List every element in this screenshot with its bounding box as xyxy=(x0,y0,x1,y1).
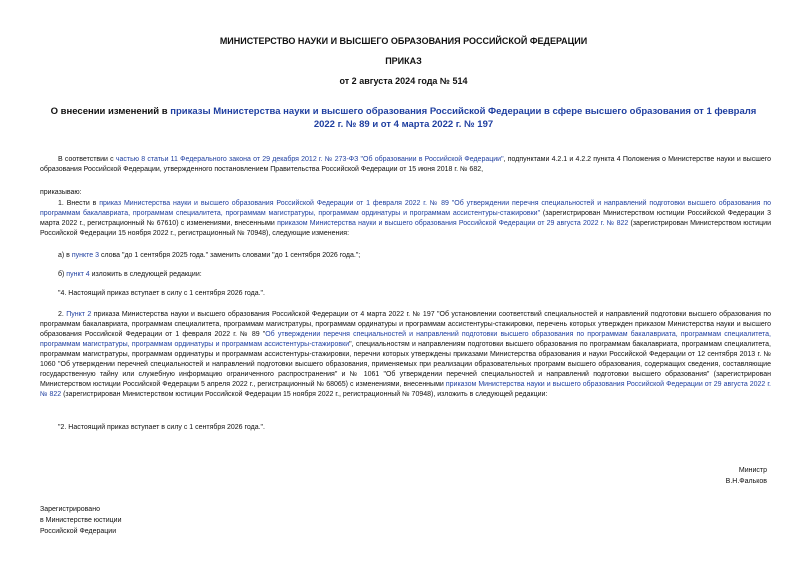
item-1-text-2: (зарегистрирован Министерством юстиции Российской Федерации 3 марта 2022 г., регистрационный № 67610) с изменениями, внесенными xyxy=(40,210,771,227)
item-2-text-5: (зарегистрирован Министерством юстиции Российской Федерации 15 ноября 2022 г., регистрационный № 70948), изложить в следующей редакции: xyxy=(61,391,548,398)
item-2-text-3: ", специальностям и направлениям подготовки высшего образования по программам бакалавриата, программам специалитета, программам магистратуры, программам ординатуры и программам ассистентуры-стажировки, перечни которых утверждены приказами Министерства образования и науки Российской Федерации от 12 сентября 2013 г. № 1060 "Об утверждении перечней специальностей и направлений подготовки высшего образования, применяемых при реализации образовательных программ высшего образования, содержащих сведения, составляющие государственную тайну или служебную информацию ограниченного распространения" и № 1061 "Об утверждении перечней специальностей и направлений подготовки высшего образования" xyxy=(40,341,772,378)
doc-type-heading: ПРИКАЗ xyxy=(385,56,422,66)
signature-name: В.Н.Фальков xyxy=(725,478,767,485)
order-822-link[interactable]: приказом Министерства науки и высшего образования Российской Федерации от 29 августа 2022 г. № 822 xyxy=(277,220,629,227)
document-title xyxy=(40,106,767,131)
preamble-paragraph xyxy=(40,155,771,175)
item-1a-text-2: слова "до 1 сентября 2025 года." заменить словами "до 1 сентября 2026 года."; xyxy=(99,252,361,259)
item-2-text-4: (зарегистрирован Министерством юстиции Российской Федерации 5 апреля 2022 г., регистрационный № 68065) с изменениями, внесенными xyxy=(40,371,771,388)
order-89-title-link[interactable]: Об утверждении перечня специальностей и направлений подготовки высшего образования по программам бакалавриата, программам специалитета, программам магистратуры, программам ординатуры и программам ассистентуры-стажировки xyxy=(40,331,771,348)
item-1b-text-1: б) xyxy=(58,271,67,278)
item-1a-text-1: а) в xyxy=(58,252,72,259)
title-text: О внесении изменений в xyxy=(50,106,171,117)
item-2-text-1: 2. xyxy=(58,311,67,318)
registration-line-2: в Министерстве юстиции xyxy=(40,517,122,524)
item-1b-paragraph xyxy=(40,270,771,280)
point-2-link[interactable]: Пункт 2 xyxy=(66,311,92,318)
title-link[interactable]: приказы Министерства науки и высшего образования Российской Федерации в сфере высшего образования от 1 февраля 2022 г. № 89 и от 4 марта 2022 г. № 197 xyxy=(170,106,757,130)
item-1b-text-2: изложить в следующей редакции: xyxy=(89,271,202,278)
item-2-text-2: приказа Министерства науки и высшего образования Российской Федерации от 4 марта 2022 г. № 197 "Об установлении соответствий специальностей и направлений подготовки высшего образования по программам бакалавриата, программам специалитета, программам магистратуры, программам ординатуры и программам ассистентуры-стажировки, перечень которых утвержден приказом Министерства науки и высшего образования Российской Федерации от 1 февраля 2022 г. № 89 " xyxy=(40,311,772,338)
item-1-paragraph xyxy=(40,199,771,239)
point-3-link[interactable]: пункте 3 xyxy=(71,252,99,259)
preamble-text-2: , подпунктами 4.2.1 и 4.2.2 пункта 4 Положения о Министерстве науки и высшего образования Российской Федерации, утвержденного постановлением Правительства Российской Федерации от 15 июня 2018 г. № 682, xyxy=(40,156,772,173)
order-89-link[interactable]: приказ Министерства науки и высшего образования Российской Федерации от 1 февраля 2022 г. № 89 "Об утверждении перечня специальностей и направлений подготовки высшего образования по программам бакалавриата, программам специалитета, программам магистратуры, программам ординатуры и программам ассистентуры-стажировки" xyxy=(40,200,772,217)
item-1-quote: "4. Настоящий приказ вступает в силу с 1 сентября 2026 года.". xyxy=(58,290,265,297)
registration-line-1: Зарегистрировано xyxy=(40,506,100,513)
signature-position: Министр xyxy=(738,467,767,474)
date-number-heading: от 2 августа 2024 года № 514 xyxy=(339,76,468,86)
registration-line-3: Российской Федерации xyxy=(40,528,117,535)
item-2-paragraph xyxy=(40,310,771,400)
point-4-link[interactable]: пункт 4 xyxy=(66,271,90,278)
preamble-text-1: В соответствии с xyxy=(58,156,116,163)
order-word: приказываю: xyxy=(40,189,82,196)
item-1-text-3: (зарегистрирован Министерством юстиции Российской Федерации 15 ноября 2022 г., регистрационный № 70948), следующие изменения: xyxy=(40,220,772,237)
order-822-link-2[interactable]: приказом Министерства науки и высшего образования Российской Федерации от 29 августа 2022 г. № 822 xyxy=(40,381,771,398)
item-1a-paragraph xyxy=(40,251,771,261)
ministry-heading: МИНИСТЕРСТВО НАУКИ И ВЫСШЕГО ОБРАЗОВАНИЯ РОССИЙСКОЙ ФЕДЕРАЦИИ xyxy=(219,36,588,46)
item-2-quote: "2. Настоящий приказ вступает в силу с 1 сентября 2026 года.". xyxy=(58,424,265,431)
law-273-link[interactable]: частью 8 статьи 11 Федерального закона от 29 декабря 2012 г. № 273-ФЗ "Об образовании в Российской Федерации" xyxy=(115,156,504,163)
item-1-text-1: 1. Внести в xyxy=(58,200,100,207)
